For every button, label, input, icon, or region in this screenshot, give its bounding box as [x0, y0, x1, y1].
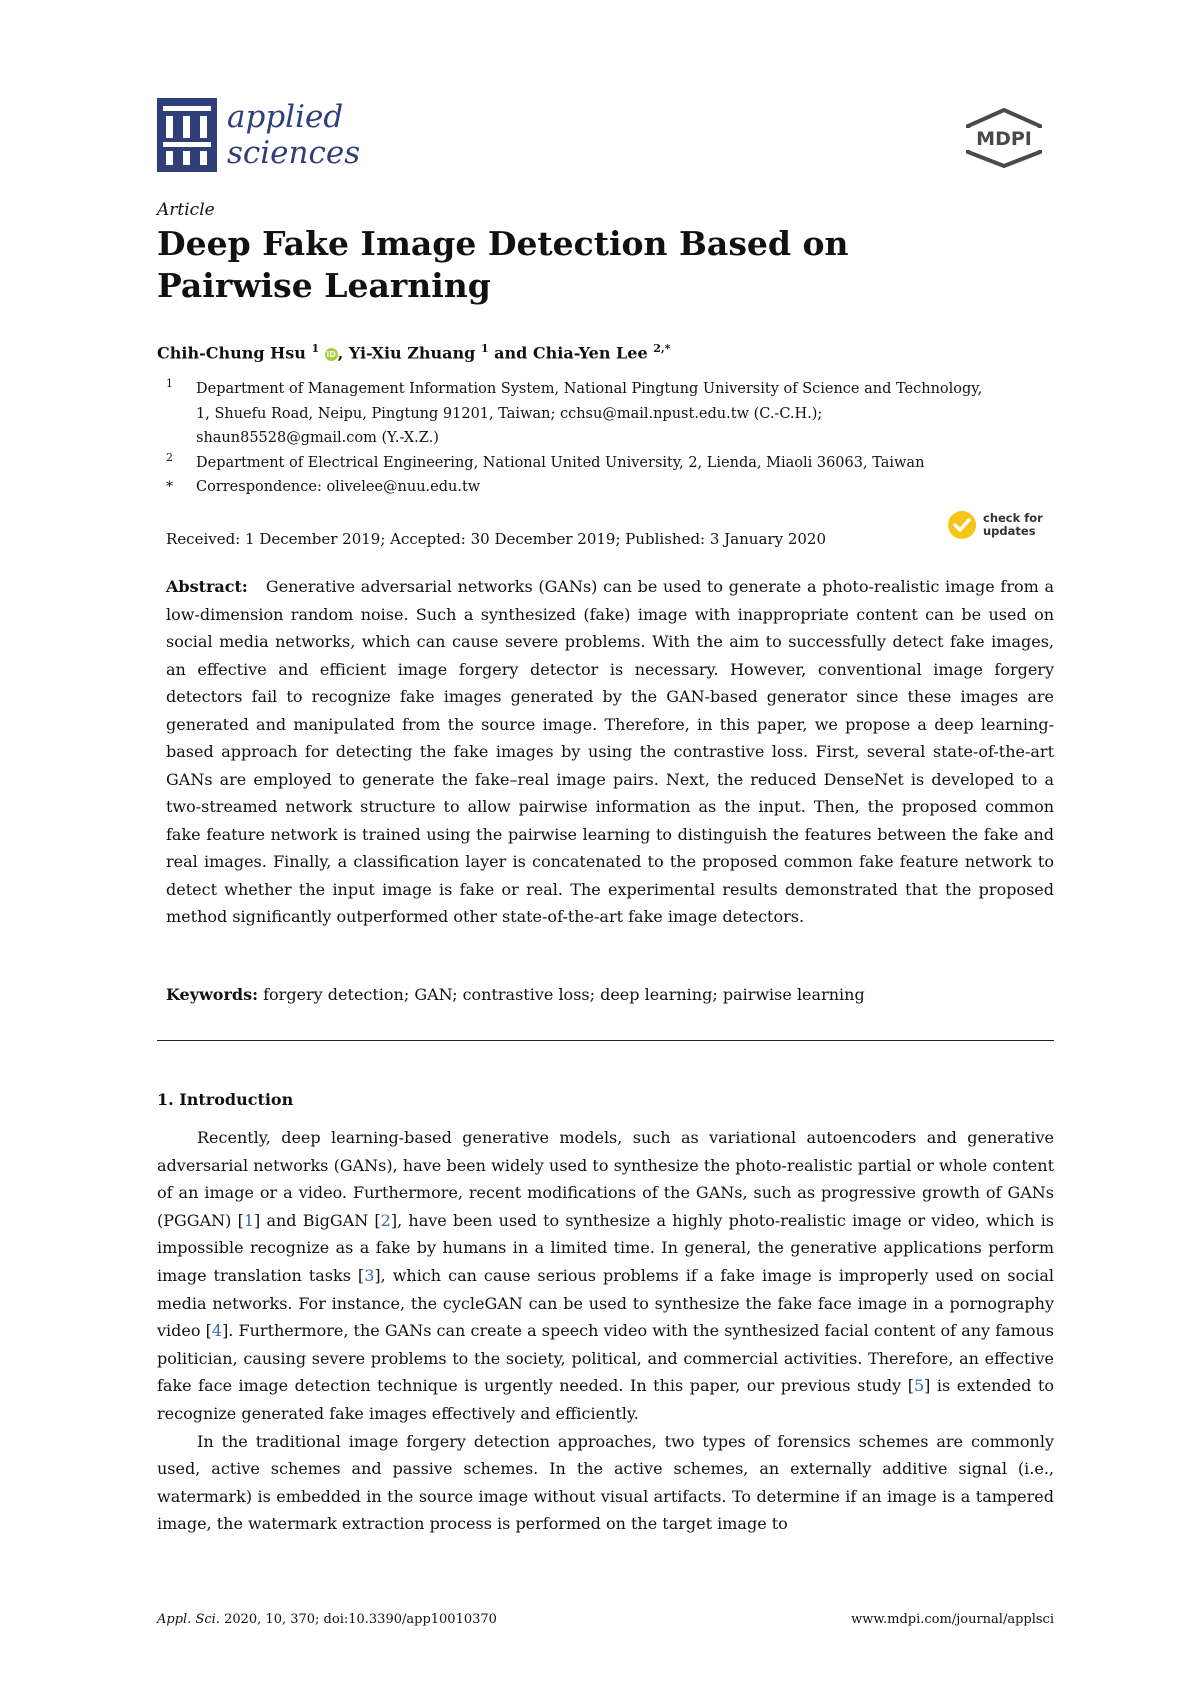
author-name: and Chia-Yen Lee	[488, 343, 648, 363]
text-run: ] and BigGAN [	[254, 1210, 381, 1230]
check-for-updates-text	[983, 512, 1043, 538]
applied-sciences-logo-icon	[157, 98, 217, 172]
affiliation-item	[166, 475, 1056, 500]
author-sup: 2,*	[653, 342, 671, 355]
citation-link[interactable]: 1	[243, 1210, 255, 1230]
text-run: ]. Furthermore, the GANs can create a speech video with the synthesized facial content of any famous politician, causing severe problems to the society, political, and commercial activities. Therefore, an effective fake face image detection technique is urgently needed. In this paper, our previous study [	[157, 1321, 1054, 1396]
text-run: Recently, deep learning-based generative models, such as variational autoencoders and generative adversarial networks (GANs), have been widely used to synthesize the photo-realistic partial or whole content of an image or a video. Furthermore, recent modifications of the GANs, such as progressive growth of GANs (PGGAN) [	[157, 1128, 1054, 1230]
footer-citation	[157, 1612, 497, 1627]
text-run: ], have been used to synthesize a highly photo-realistic image or video, which is impossible recognize as a fake by humans in a limited time. In general, the generative applications perform image translation tasks [	[157, 1210, 1055, 1285]
paragraph	[157, 1124, 1054, 1428]
affiliation-line: Department of Electrical Engineering, National United University, 2, Lienda, Miaoli 36063, Taiwan	[196, 454, 925, 471]
mdpi-logo-text: MDPI	[976, 128, 1032, 150]
affiliation-line: Department of Management Information System, National Pingtung University of Science and Technology,	[196, 381, 983, 397]
mdpi-logo-icon	[962, 108, 1046, 168]
citation-link[interactable]: 2	[380, 1210, 391, 1230]
abstract-text: Generative adversarial networks (GANs) can be used to generate a photo-realistic image from a low-dimension random noise. Such a synthesized (fake) image with inappropriate content can be used on social media networks, which can cause severe problems. With the aim to successfully detect fake images, an effective and efficient image forgery detector is necessary. However, conventional image forgery detectors fail to recognize fake images generated by the GAN-based generator since these images are generated and manipulated from the source image. Therefore, in this paper, we propose a deep learning-based approach for detecting the fake images by using the contrastive loss. First, several state-of-the-art GANs are employed to generate the fake–real image pairs. Next, the reduced DenseNet is developed to a two-streamed network structure to allow pairwise information as the input. Then, the proposed common fake feature network is trained using the pairwise learning to distinguish the features between the fake and real images. Finally, a classification layer is concatenated to the proposed common fake feature network to detect whether the input image is fake or real. The experimental results demonstrated that the proposed method significantly outperformed other state-of-the-art fake image detectors.	[166, 577, 1054, 926]
text-run: ], which can cause serious problems if a fake image is improperly used on social media networks. For instance, the cycleGAN can be used to synthesize the fake face image in a pornography video [	[157, 1265, 1055, 1341]
citation-link[interactable]: 4	[211, 1321, 223, 1341]
publication-dates: Received: 1 December 2019; Accepted: 30 December 2019; Published: 3 January 2020	[166, 530, 826, 548]
affiliation-line: 1, Shuefu Road, Neipu, Pingtung 91201, Taiwan; cchsu@mail.npust.edu.tw (C.-C.H.);	[196, 405, 823, 422]
footer-citation-details: 2020, 10, 370; doi:10.3390/app10010370	[219, 1612, 497, 1627]
check-for-updates-icon	[947, 510, 977, 540]
check-for-updates-line2: updates	[983, 524, 1036, 538]
orcid-icon[interactable]: iD	[326, 350, 336, 360]
affiliation-line: Correspondence: olivelee@nuu.edu.tw	[196, 479, 481, 495]
affiliation-marker: 2	[166, 450, 173, 464]
author-sup: 1	[311, 342, 320, 355]
paper-title	[157, 223, 1037, 307]
journal-logo	[157, 98, 360, 172]
affiliation-line: shaun85528@gmail.com (Y.-X.Z.)	[196, 430, 439, 446]
paragraph: In the traditional image forgery detection approaches, two types of forensics schemes are commonly used, active schemes and passive schemes. In the active schemes, an externally additive signal (i.e., watermark) is embedded in the source image without visual artifacts. To determine if an image is a tampered image, the watermark extraction process is performed on the target image to	[157, 1431, 1054, 1534]
affiliation-marker: 1	[166, 377, 173, 390]
keywords	[166, 985, 865, 1004]
citation-link[interactable]: 5	[913, 1376, 925, 1396]
affiliation-marker: *	[166, 479, 173, 495]
footer-journal: Appl. Sci.	[157, 1612, 220, 1627]
journal-name-line2: sciences	[227, 135, 361, 171]
journal-name-line1: applied	[227, 99, 344, 135]
article-type: Article	[157, 200, 215, 220]
author-name: Chih-Chung Hsu	[157, 343, 306, 363]
introduction-body	[157, 1124, 1054, 1538]
paper-title-line1: Deep Fake Image Detection Based on	[157, 224, 849, 263]
section-heading: 1. Introduction	[157, 1090, 294, 1109]
check-for-updates-badge[interactable]	[947, 510, 1043, 540]
citation-link[interactable]: 3	[364, 1265, 375, 1285]
abstract-label: Abstract:	[166, 577, 248, 596]
affiliations	[166, 377, 1056, 500]
footer-url[interactable]: www.mdpi.com/journal/applsci	[851, 1612, 1054, 1627]
text-run: ] is extended to recognize generated fake images effectively and efficiently.	[157, 1376, 1055, 1423]
author-sup: 1	[480, 342, 489, 355]
journal-name	[227, 99, 360, 171]
section-divider	[157, 1040, 1054, 1041]
keywords-label: Keywords:	[166, 985, 259, 1004]
check-for-updates-line1: check for	[983, 511, 1043, 525]
affiliation-item	[166, 377, 1056, 451]
abstract	[166, 573, 1054, 931]
keywords-text: forgery detection; GAN; contrastive loss; deep learning; pairwise learning	[263, 985, 865, 1004]
paper-title-line2: Pairwise Learning	[157, 266, 491, 305]
author-list	[157, 342, 670, 362]
affiliation-item	[166, 451, 1056, 476]
author-name: , Yi-Xiu Zhuang	[337, 343, 476, 363]
